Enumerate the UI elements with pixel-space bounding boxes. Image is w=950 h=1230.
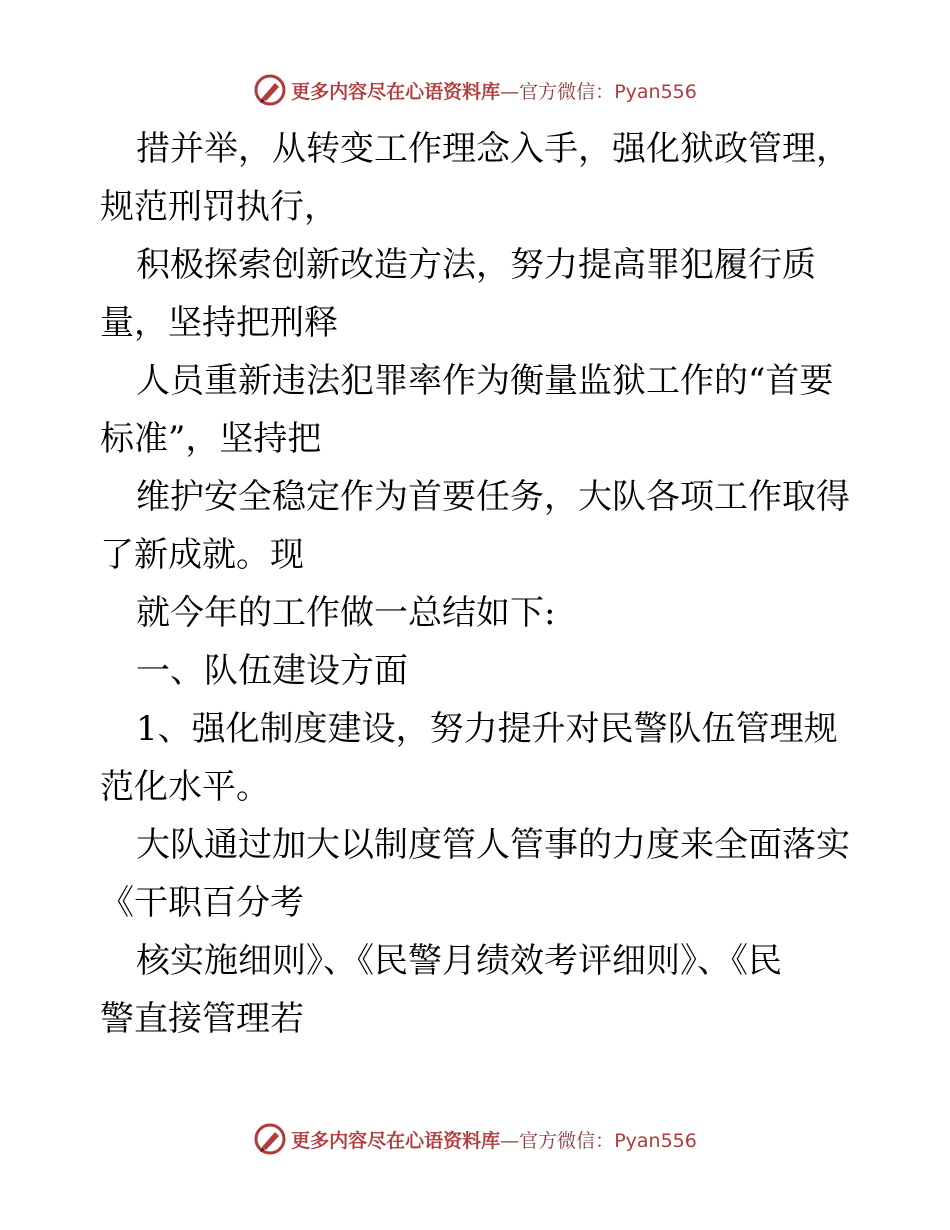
paragraph-line: 大队通过加大以制度管人管事的力度来全面落实 [136,825,850,865]
pen-logo-icon [253,1122,287,1156]
watermark-separator: — [500,1130,520,1152]
watermark-text: 更多内容尽在心语资料库 [291,1130,501,1152]
paragraph-line: 积极探索创新改造方法，努力提高罪犯履行质 [136,245,816,285]
watermark-id: Pyan556 [614,81,697,103]
paragraph-line: 维护安全稳定作为首要任务，大队各项工作取得 [136,477,850,517]
paragraph-line: 量，坚持把刑释 [100,303,338,343]
watermark-id: Pyan556 [614,1130,697,1152]
paragraph-line: 警直接管理若 [100,999,304,1039]
paragraph-line: 措并举，从转变工作理念入手，强化狱政管理， [136,129,850,169]
watermark-label: 官方微信： [519,1130,615,1152]
paragraph-line: 范化水平。 [100,767,270,807]
paragraph-line: 标准”，坚持把 [100,419,322,459]
pen-logo-icon [253,73,287,107]
paragraph-line: 就今年的工作做一总结如下: [136,593,556,633]
subsection-heading: 1、强化制度建设，努力提升对民警队伍管理规 [136,709,838,749]
paragraph-line: 规范刑罚执行， [100,187,338,227]
section-heading: 一、队伍建设方面 [136,651,408,691]
watermark-footer [0,1120,950,1160]
document-body [100,120,860,1048]
watermark-header [0,71,950,111]
paragraph-line: 了新成就。现 [100,535,304,575]
watermark-text: 更多内容尽在心语资料库 [291,81,501,103]
watermark-separator: — [500,81,520,103]
paragraph-line: 人员重新违法犯罪率作为衡量监狱工作的“首要 [136,361,834,401]
paragraph-line: 《干职百分考 [100,883,304,923]
paragraph-line: 核实施细则》、《民警月绩效考评细则》、《民 [136,941,782,981]
watermark-label: 官方微信： [519,81,615,103]
